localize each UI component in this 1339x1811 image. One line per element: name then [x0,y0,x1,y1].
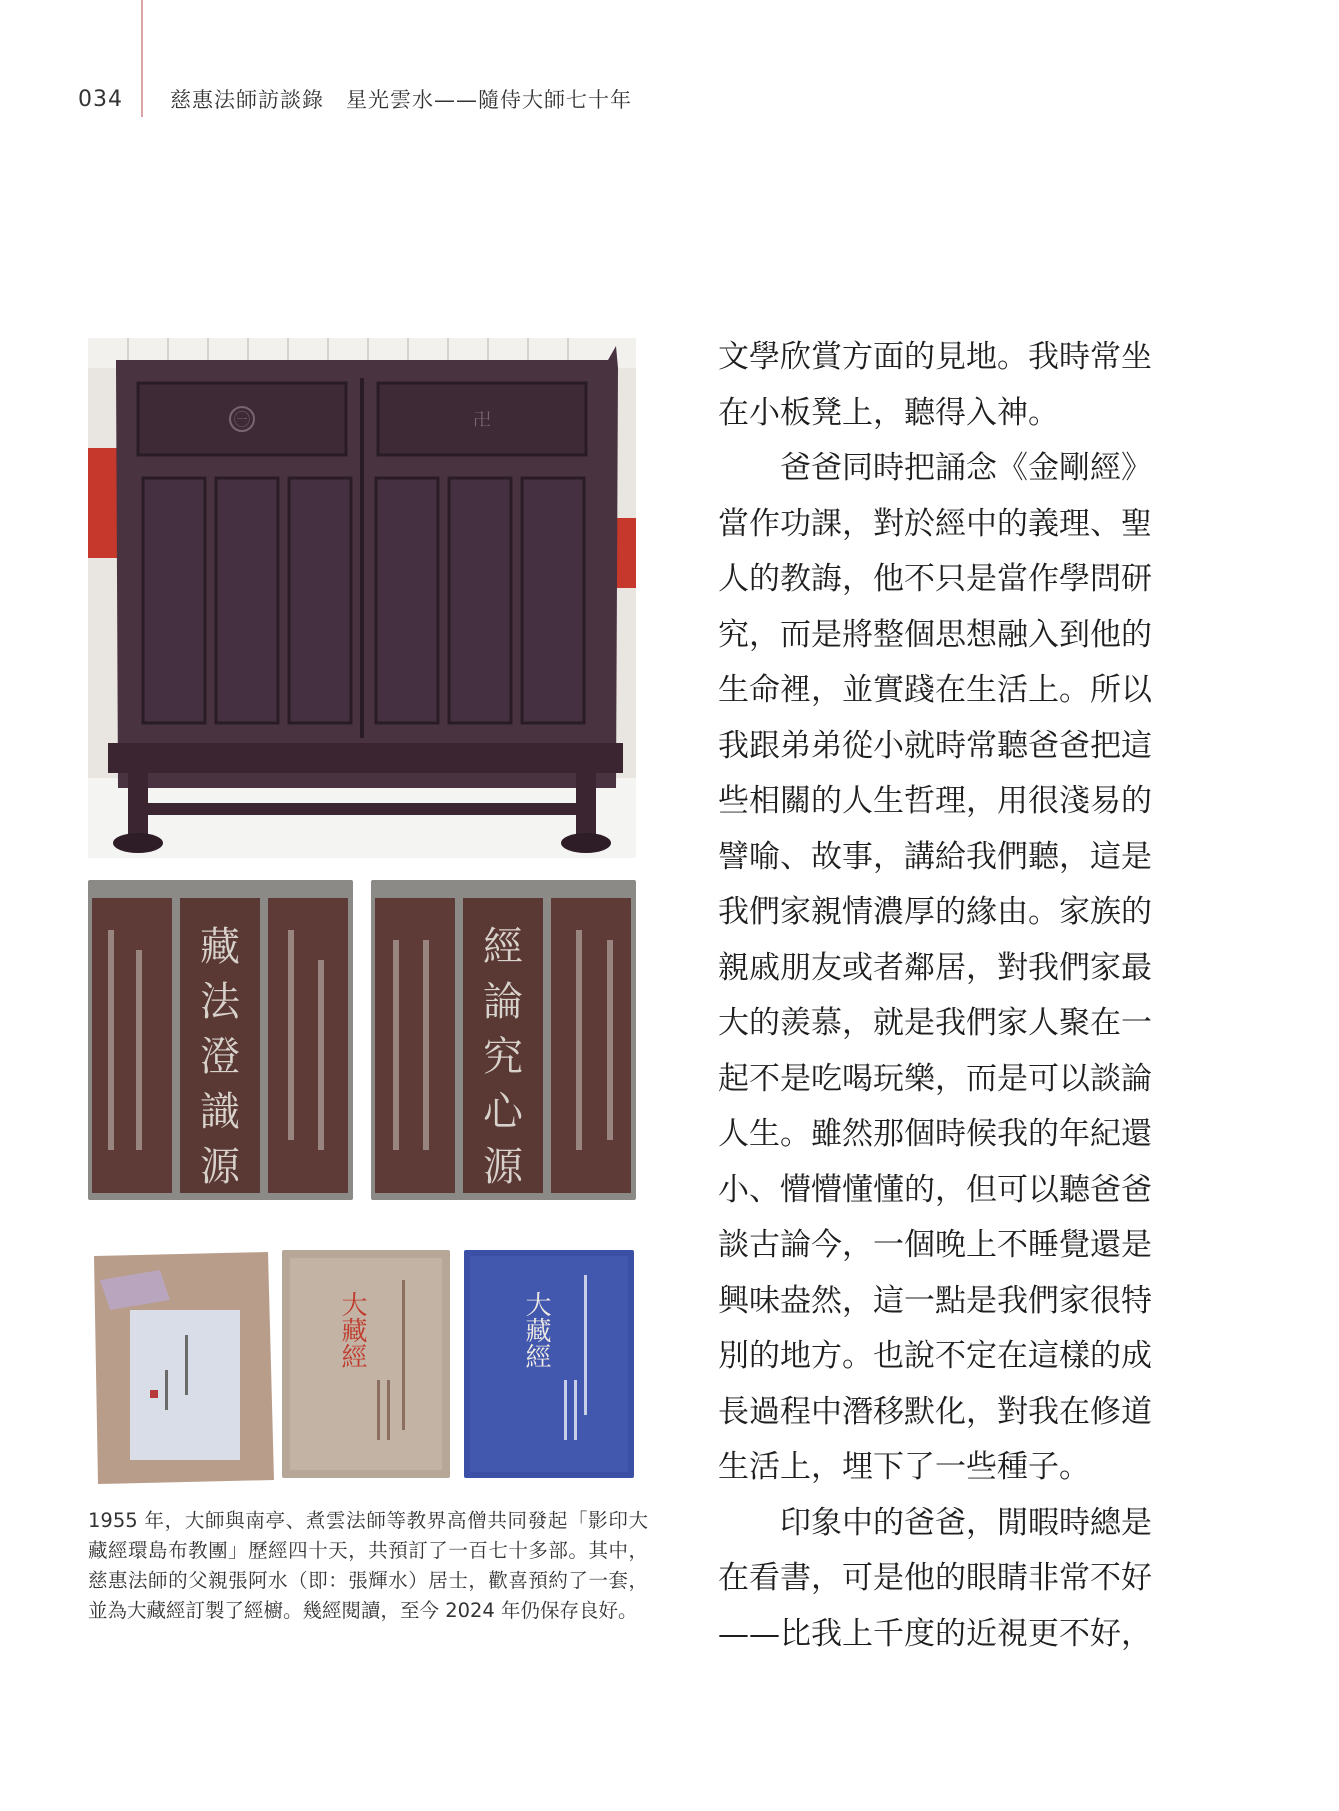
body-line: 人生。雖然那個時候我的年紀還 [718,1116,1152,1152]
book-blue-title: 大藏經 [521,1291,551,1369]
panel-right-char-2: 論 [483,979,523,1025]
panel-left-char-4: 識 [200,1089,240,1135]
photo-sutra-cabinet [88,338,636,858]
photo-carved-panel-left [88,880,353,1200]
body-line: 人的教誨，他不只是當作學問研 [718,561,1152,597]
photo-carved-panel-right [371,880,636,1200]
body-line: 生活上，埋下了一些種子。 [718,1449,1090,1485]
body-line: 我們家親情濃厚的緣由。家族的 [718,894,1152,930]
body-line: 爸爸同時把誦念《金剛經》 [718,450,1152,486]
main-body-text [718,330,1188,1662]
running-title: 慈惠法師訪談錄 星光雲水——隨侍大師七十年 [170,88,632,112]
body-line: 些相關的人生哲理，用很淺易的 [718,783,1152,819]
body-line: 大的羨慕，就是我們家人聚在一 [718,1005,1152,1041]
body-line: 生命裡，並實踐在生活上。所以 [718,672,1152,708]
cabinet-plaque-left: ㊀ [233,410,251,429]
body-line: 親戚朋友或者鄰居，對我們家最 [718,949,1152,986]
panel-right-char-3: 究 [483,1034,523,1080]
body-line: 當作功課，對於經中的義理、聖 [718,505,1152,542]
sutra-cabinet-image [88,338,636,858]
photo-book-cover-brown [282,1250,450,1478]
body-line: 長過程中潛移默化，對我在修道 [718,1393,1152,1430]
body-line: 小、懵懵懂懂的，但可以聽爸爸 [718,1171,1152,1208]
body-line: ——比我上千度的近視更不好， [718,1615,1152,1652]
body-line: 在小板凳上，聽得入神。 [718,394,1059,431]
panel-left-char-5: 源 [200,1144,240,1190]
photo-caption: 1955 年，大師與南亭、煮雲法師等教界高僧共同發起「影印大藏經環島布教團」歷經四十天，共預訂了一百七十多部。其中，慈惠法師的父親張阿水（即：張輝水）居士，歡喜預約了一套，並為大藏經訂製了經櫥。幾經閱讀，至今 2024 年仍保存良好。 [88,1509,648,1622]
book-brown-title: 大藏經 [337,1291,367,1369]
panel-right-char-5: 源 [483,1144,523,1190]
body-line: 印象中的爸爸，閒暇時總是 [718,1504,1152,1541]
body-line: 在看書，可是他的眼睛非常不好 [718,1560,1152,1596]
body-line: 我跟弟弟從小就時常聽爸爸把這 [718,727,1152,764]
body-line: 興味盎然，這一點是我們家很特 [718,1282,1152,1319]
body-line: 究，而是將整個思想融入到他的 [718,616,1152,653]
photo-book-cover-blue [464,1250,634,1478]
panel-left-char-3: 澄 [200,1034,240,1080]
body-line: 談古論今，一個晚上不睡覺還是 [718,1227,1152,1263]
panel-left-char-2: 法 [200,979,240,1025]
body-line: 別的地方。也說不定在這樣的成 [718,1338,1152,1374]
header-divider-line [141,0,143,117]
body-line: 起不是吃喝玩樂，而是可以談論 [718,1060,1152,1097]
panel-right-char-4: 心 [483,1089,523,1135]
panel-left-char-1: 藏 [200,924,240,970]
body-line: 譬喻、故事，講給我們聽，這是 [718,838,1152,875]
page-number: 034 [78,86,123,112]
cabinet-plaque-right: 卍 [473,410,491,431]
photo-worn-package [90,1250,276,1486]
panel-right-char-1: 經 [483,924,523,970]
body-line: 文學欣賞方面的見地。我時常坐 [718,339,1152,375]
